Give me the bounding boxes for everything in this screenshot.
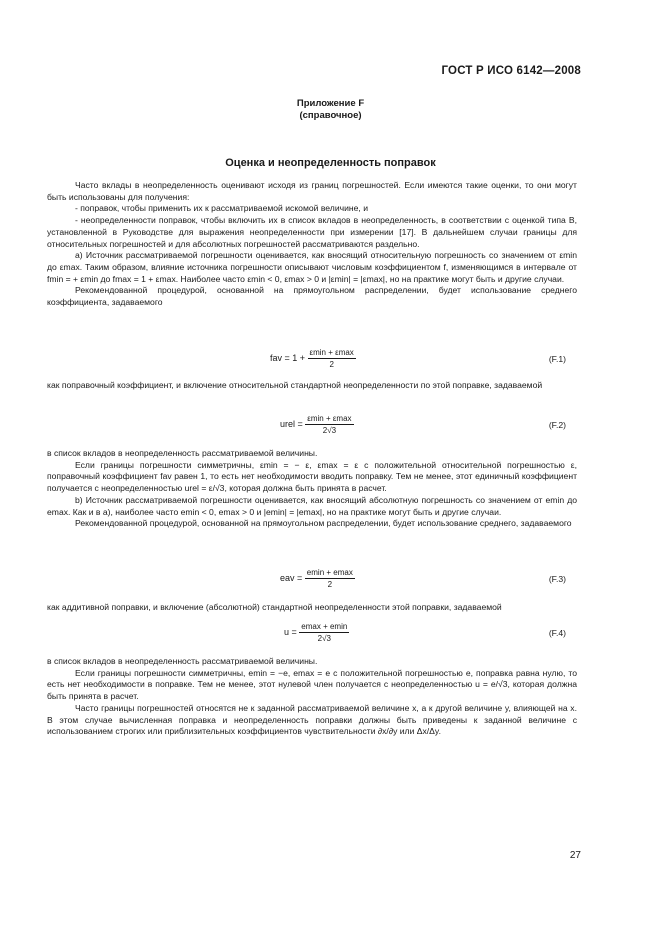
paragraph-block-2 — [47, 380, 577, 392]
equation-number: (F.2) — [548, 420, 566, 430]
paragraph-b: b) Источник рассматриваемой погрешности оценивается, как вносящий абсолютную погрешность со значением от emin до emax. Как и в а), наиболее часто emin < 0, emax > 0 и |emin| = |emax|, но на практике могут быть и другие случаи. — [47, 494, 577, 517]
paragraph-block-4 — [47, 602, 577, 614]
fraction-denominator: 2 — [327, 580, 333, 589]
paragraph: Рекомендованной процедурой, основанной на прямоугольном распределении, будет использование среднего, задаваемого — [75, 518, 572, 529]
appendix-subtitle: (справочное) — [299, 110, 362, 121]
appendix-title: Приложение F — [296, 98, 365, 109]
fraction-denominator: 2 — [329, 360, 334, 369]
section-title: Оценка и неопределенность поправок — [225, 157, 436, 169]
paragraph-a: а) Источник рассматриваемой погрешности оценивается, как вносящий относительную погрешность со значением от εmin до εmax. Таким образом, влияние источника погрешности описывают числовым коэффициентом f, изменяющимся в интервале от fmin = + εmin до fmax = 1 + εmax. Наиболее часто εmin < 0, εmax > 0 и |εmin| = |εmax|, но на практике могут быть и другие случаи. — [47, 250, 577, 284]
paragraph: Если границы погрешности симметричны, εmin = − ε, εmax = ε с положительной относительной погрешностью ε, поправочный коэффициент fav равен 1, то есть нет необходимости вводить поправку. Тем не менее, этот единичный коэффициент получается с неопределенностью urel = ε/√3, которая должна быть принята в расчет. — [47, 459, 577, 494]
equation-f2 — [280, 414, 354, 435]
equation-fraction — [305, 414, 353, 435]
equation-f1 — [270, 348, 356, 369]
paragraph: в список вкладов в неопределенность рассматриваемой величины. — [47, 656, 318, 666]
equation-lhs: eav = — [280, 572, 303, 583]
fraction-denominator: 2√3 — [322, 426, 337, 435]
equation-number: (F.3) — [548, 574, 566, 584]
fraction-numerator: emax + emin — [301, 622, 348, 631]
paragraph: Часто границы погрешностей относятся не к заданной рассматриваемой величине x, а к другой величине y, влияющей на x. В этом случае вычисленная поправка и неопределенность поправки должны быть приведены к заданной величине с использованием строгих или приблизительных коэффициентов чувствительности ∂x/∂y или Δx/Δy. — [47, 702, 577, 737]
list-item: - неопределенности поправок, чтобы включить их в список вкладов в неопределенность, в соответствии с оценкой типа В, установленной в Руководстве для выражения неопределенности при измерении [17]. В дальнейшем случаи границы для относительных погрешностей и для абсолютных погрешностей рассматриваются раздельно. — [47, 215, 577, 249]
equation-lhs: u = — [284, 626, 297, 637]
paragraph: как аддитивной поправки, и включение (абсолютной) стандартной неопределенности этой поправки, задаваемой — [47, 602, 502, 612]
document-header: ГОСТ Р ИСО 6142—2008 — [441, 65, 581, 77]
equation-lhs: urel = — [280, 418, 303, 429]
equation-number: (F.4) — [548, 628, 566, 638]
paragraph-block-3 — [47, 448, 577, 530]
paragraph: в список вкладов в неопределенность рассматриваемой величины. — [47, 448, 318, 458]
page-number: 27 — [569, 850, 581, 861]
fraction-numerator: εmin + εmax — [309, 348, 354, 357]
list-item: - поправок, чтобы применить их к рассматриваемой искомой величине, и — [75, 203, 368, 214]
paragraph-block-1 — [47, 180, 577, 309]
fraction-numerator: εmin + εmax — [307, 414, 352, 423]
fraction-denominator: 2√3 — [317, 634, 331, 643]
paragraph: как поправочный коэффициент, и включение относительной стандартной неопределенности по этой поправке, задаваемой — [47, 380, 543, 390]
paragraph: Часто вклады в неопределенность оценивают исходя из границ погрешностей. Если имеются такие оценки, то они могут быть использованы для получения: — [47, 180, 577, 202]
equation-fraction — [299, 622, 349, 643]
equation-fraction — [308, 348, 356, 369]
paragraph-block-5 — [47, 656, 577, 738]
equation-lhs: fav = 1 + — [270, 352, 306, 363]
equation-number: (F.1) — [548, 354, 566, 364]
paragraph: Если границы погрешности симметричны, emin = −e, emax = e с положительной погрешностью e, поправка равна нулю, то есть нет необходимости в поправке. Тем не менее, этот нулевой член получается с неопределенностью u = e/√3, которая должна быть принята в расчет. — [47, 667, 577, 702]
equation-fraction — [305, 568, 355, 589]
paragraph: Рекомендованной процедурой, основанной на прямоугольном распределении, будет использование среднего коэффициента, задаваемого — [47, 285, 577, 308]
equation-f4 — [284, 622, 349, 643]
fraction-numerator: emin + emax — [306, 568, 353, 577]
equation-f3 — [280, 568, 355, 589]
